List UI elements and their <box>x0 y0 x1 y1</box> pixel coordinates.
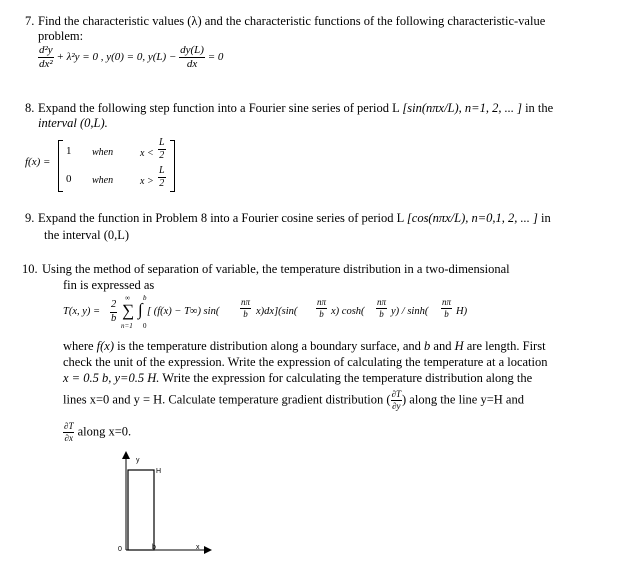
row1-when: when <box>92 147 114 158</box>
integral-sign: ∫ <box>138 300 143 319</box>
eq10-body5: H) <box>456 306 468 317</box>
eq10-body3: x) cosh( <box>331 306 365 317</box>
problem-9-number: 9. <box>25 211 35 225</box>
where1c: is the temperature distribution along a boundary surface, and <box>114 339 425 353</box>
h-label: H <box>156 468 162 475</box>
dx-den: dx <box>186 58 198 70</box>
problem-10-line1: Using the method of separation of variable, the temperature distribution in a two-dimensional <box>42 262 510 276</box>
temperature-equation <box>63 294 468 334</box>
npi-over-b-4 <box>441 298 452 319</box>
where-line3 <box>63 370 532 386</box>
b-label: b <box>152 544 156 551</box>
b-den: b <box>111 312 117 324</box>
row1-value: 1 <box>66 145 72 157</box>
where1e: and <box>430 339 455 353</box>
x-axis-label: x <box>196 544 200 551</box>
p8-text-a: Expand the following step function into a Fourier sine series of period L <box>38 101 403 115</box>
where1f: H <box>454 339 464 353</box>
eq10-body: [ (f(x) − T∞) sin( <box>147 306 220 317</box>
where-line4 <box>63 390 524 411</box>
where1d: b <box>424 339 431 353</box>
where1g: are length. First <box>463 339 546 353</box>
eq10-lhs: T(x, y) = <box>63 306 101 317</box>
b-den-4: b <box>444 309 449 319</box>
problem-7-line2: problem: <box>38 29 84 43</box>
d2y-fraction <box>38 45 54 70</box>
d2y-num: d²y <box>39 44 53 56</box>
where4a: lines x=0 and y = H. Calculate temperature gradient distribution ( <box>63 392 391 407</box>
dy-den: ∂y <box>392 401 401 411</box>
p8-sine-basis: [sin(nπx/L), n=1, 2, ... ] <box>402 101 522 115</box>
where1b: f(x) <box>96 339 115 353</box>
problem-8-line1 <box>38 100 553 116</box>
where4b: ) along the line y=H and <box>402 392 524 407</box>
row1-condition: x < <box>140 148 154 159</box>
origin-label: 0 <box>118 546 122 553</box>
half1-den: 2 <box>159 150 165 161</box>
problem-8-number: 8. <box>25 101 35 115</box>
npi-over-b-2 <box>316 298 327 319</box>
eq10-body4: y) / sinh( <box>391 306 429 317</box>
sum-lower: n=1 <box>121 322 133 330</box>
where3b: Write the expression for calculating the temperature distribution along the <box>159 371 533 385</box>
row1-half-fraction <box>158 138 166 161</box>
problem-10-number: 10. <box>22 262 38 276</box>
problem-10-line2: fin is expressed as <box>63 278 155 292</box>
dT-dy-fraction <box>391 390 402 411</box>
half1-num: L <box>159 137 165 148</box>
along-text: along x=0. <box>77 424 132 439</box>
half2-den: 2 <box>159 178 165 189</box>
problem-8-line2: interval (0,L). <box>38 116 108 130</box>
b-den-3: b <box>379 309 384 319</box>
problem-9-line1 <box>38 210 551 226</box>
eq7-mid: + λ²y = 0 , y(0) = 0, y(L) − <box>56 51 177 64</box>
b-den-2: b <box>319 309 324 319</box>
dyL-num: dy(L) <box>180 44 204 56</box>
two-over-b <box>110 300 117 324</box>
where1a: where <box>63 339 97 353</box>
right-brace <box>170 140 175 192</box>
y-axis-arrow <box>122 451 130 459</box>
npi-num-2: nπ <box>317 297 327 307</box>
row2-value: 0 <box>66 173 72 185</box>
p9-text-a: Expand the function in Problem 8 into a Fourier cosine series of period L <box>38 211 407 225</box>
along-line <box>63 422 131 443</box>
where3a: x = 0.5 b, y=0.5 H. <box>63 371 160 385</box>
int-lower: 0 <box>143 322 147 330</box>
dT-num-2: ∂T <box>64 421 74 431</box>
fin-rectangle <box>128 470 154 550</box>
two-num: 2 <box>110 300 117 313</box>
y-axis-label: y <box>136 457 140 464</box>
npi-over-b-1 <box>240 298 251 319</box>
row2-half-fraction <box>158 166 166 189</box>
int-upper: b <box>143 294 147 302</box>
where-line1 <box>63 338 546 354</box>
dyL-fraction <box>179 45 205 70</box>
problem-7-number: 7. <box>25 14 35 28</box>
dx-den-2: ∂x <box>64 433 73 443</box>
p8-text-c: in the <box>521 101 554 115</box>
npi-over-b-3 <box>376 298 387 319</box>
sum-sign: ∑ <box>122 301 135 320</box>
eq7-end: = 0 <box>207 51 224 64</box>
dx2-den: dx² <box>39 58 53 70</box>
p9-text-c: in <box>537 211 551 225</box>
b-den-1: b <box>243 309 248 319</box>
npi-num-4: nπ <box>442 297 452 307</box>
p9-cosine-basis: [cos(nπx/L), n=0,1, 2, ... ] <box>406 211 538 225</box>
dT-num-1: ∂T <box>391 389 402 399</box>
row2-condition: x > <box>140 176 154 187</box>
npi-num-3: nπ <box>377 297 387 307</box>
problem-7-line1: Find the characteristic values (λ) and the characteristic functions of the following characteristic-value <box>38 14 546 28</box>
eq10-body2: x)dx](sin( <box>256 306 298 317</box>
x-axis-arrow <box>204 546 212 554</box>
problem-7-equation <box>38 45 223 70</box>
half2-num: L <box>159 165 165 176</box>
left-brace <box>58 140 63 192</box>
problem-9-line2: the interval (0,L) <box>44 228 130 242</box>
where-line2: check the unit of the expression. Write the expression of calculating the temperature at a location <box>63 355 548 369</box>
npi-num-1: nπ <box>241 297 251 307</box>
fin-diagram <box>100 445 220 560</box>
dT-dx-fraction <box>63 422 74 443</box>
step-function-label: f(x) = <box>25 156 51 168</box>
row2-when: when <box>92 175 114 186</box>
sum-upper: ∞ <box>125 294 130 302</box>
